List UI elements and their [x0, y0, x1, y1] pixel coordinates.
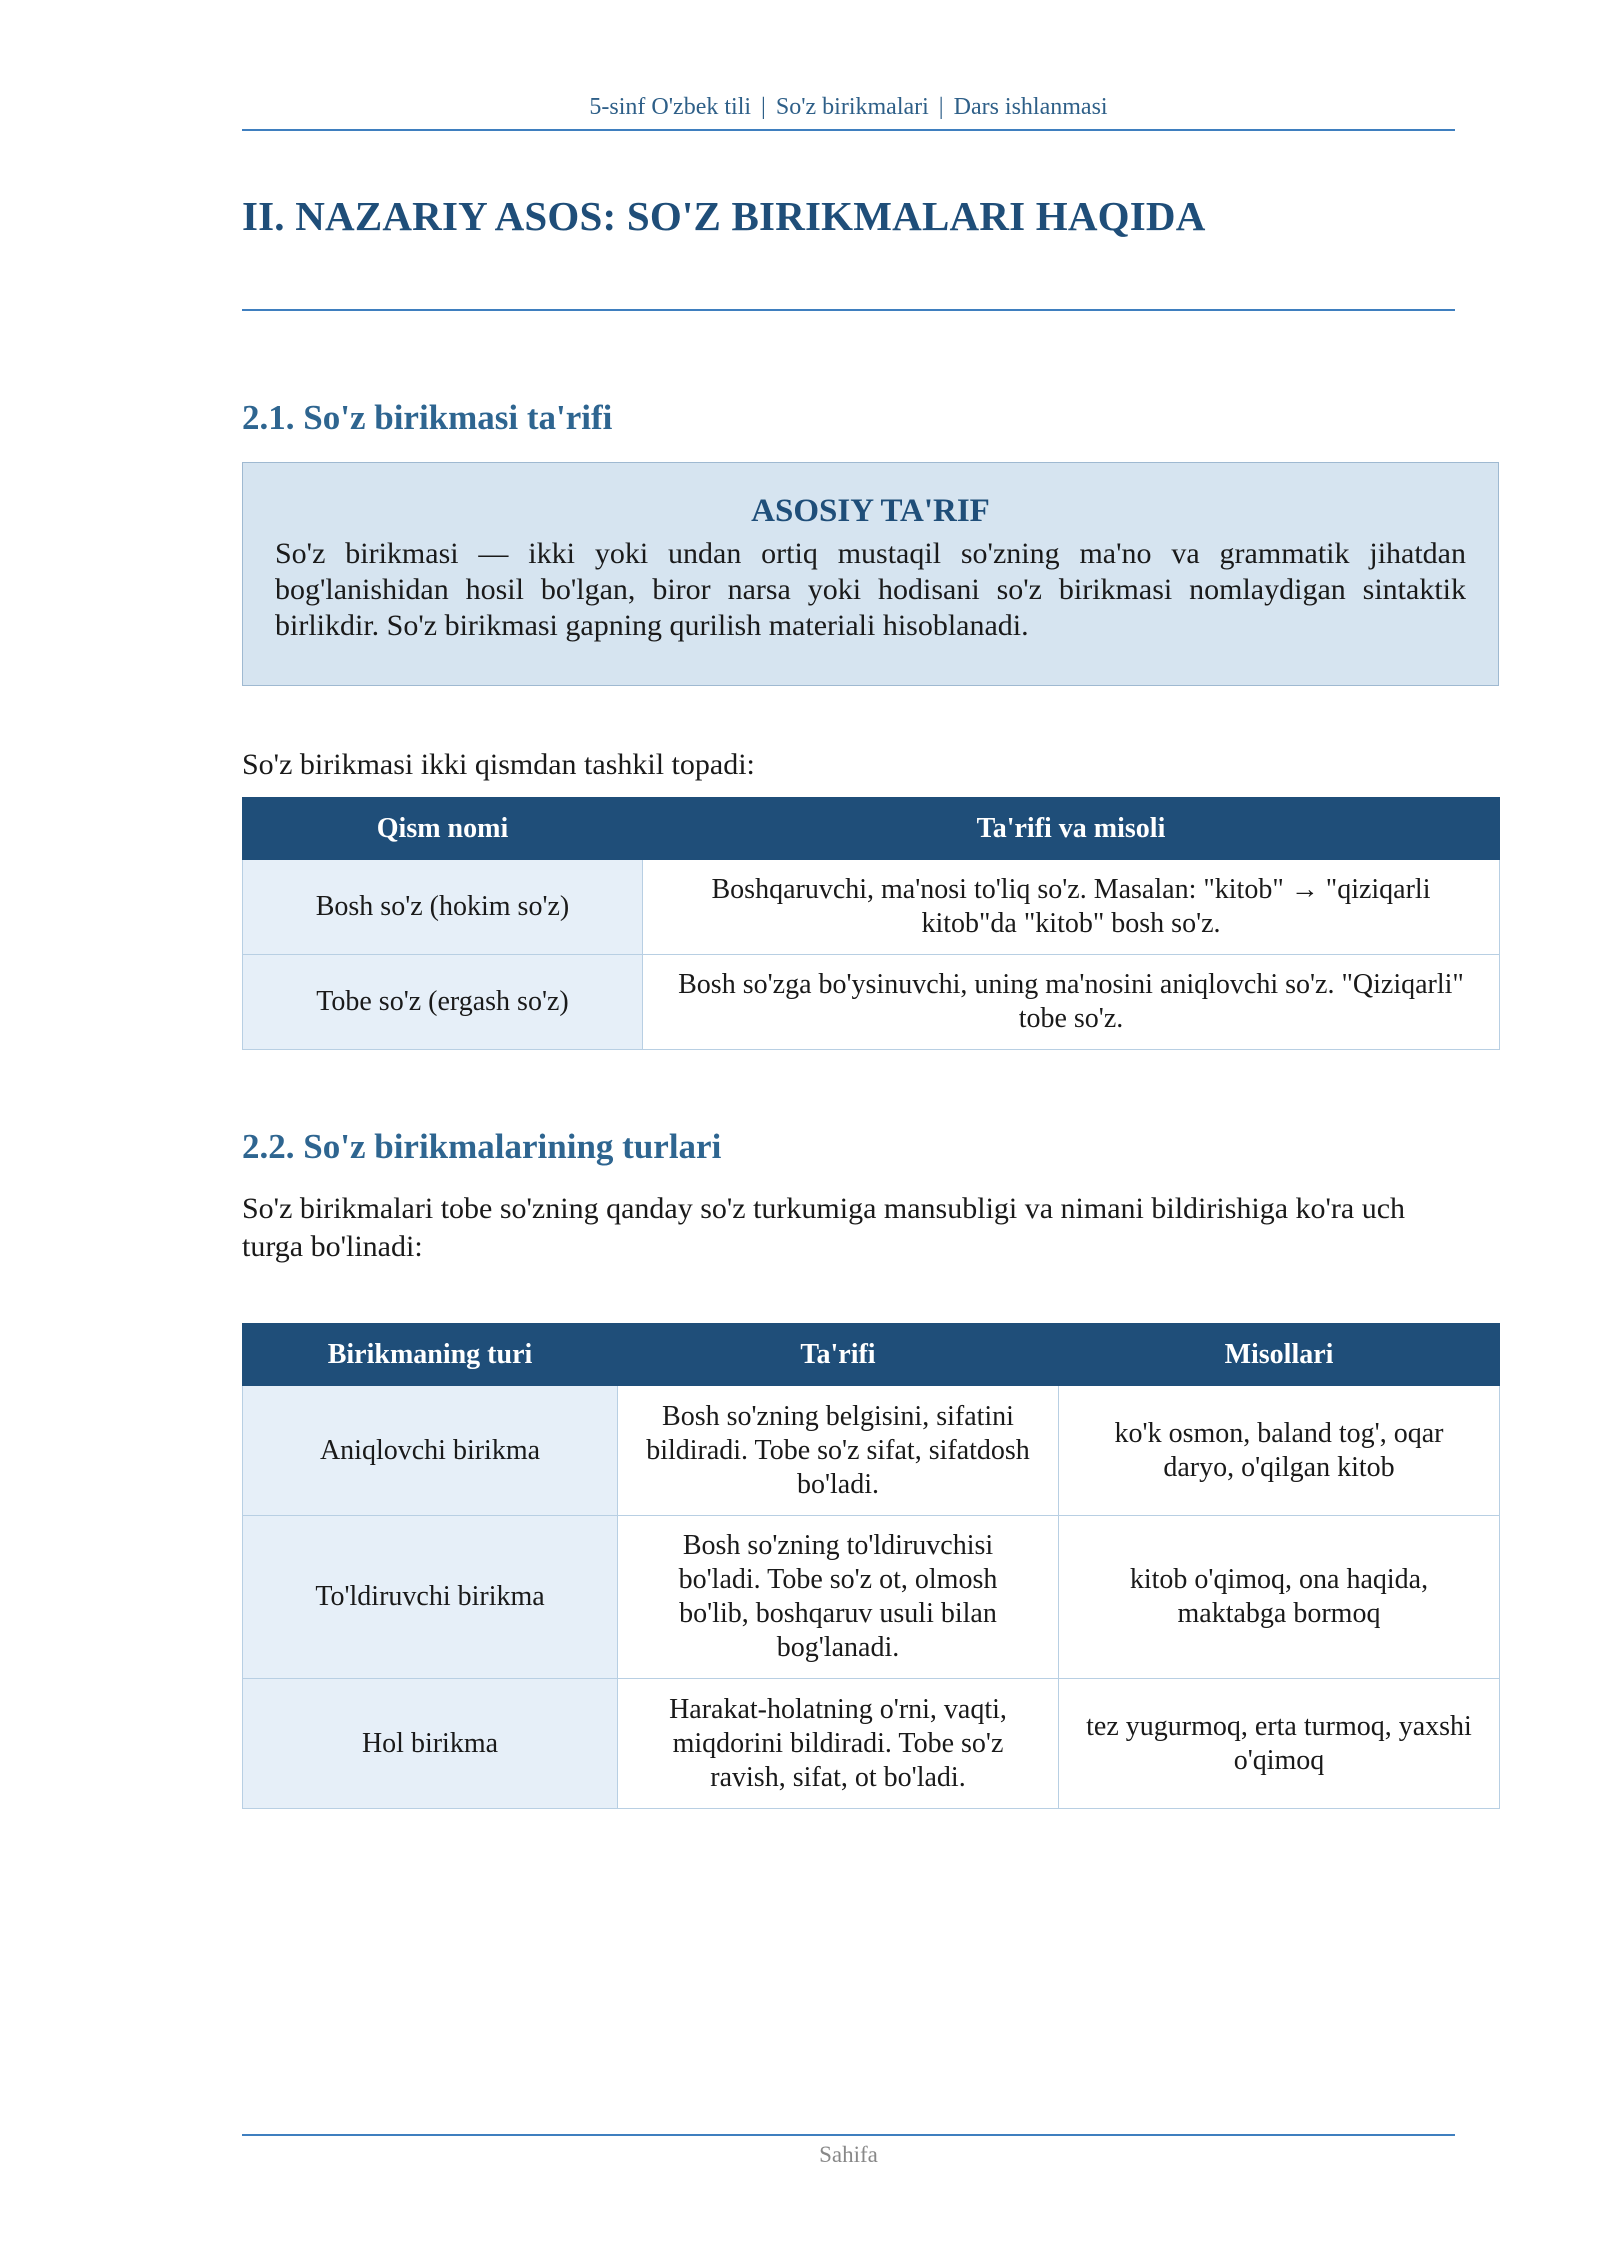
table-cell: Harakat-holatning o'rni, vaqti, miqdorini bildiradi. Tobe so'z ravish, sifat, ot bo'ladi.: [618, 1679, 1059, 1809]
definition-box-text: So'z birikmasi — ikki yoki undan ortiq mustaqil so'zning ma'no va grammatik jihatdan bog'lanishidan hosil bo'lgan, biror narsa yoki hodisani so'z birikmasi nomlaydigan sintaktik birlikdir. So'z birikmasi gapning qurilish materiali hisoblanadi.: [275, 537, 1466, 642]
definition-box-title: ASOSIY TA'RIF: [751, 493, 990, 529]
table-header-row: [243, 1324, 1500, 1386]
column-header: Birikmaning turi: [243, 1324, 618, 1386]
table-cell: Bosh so'zga bo'ysinuvchi, uning ma'nosini aniqlovchi so'z. "Qiziqarli" tobe so'z.: [643, 955, 1500, 1050]
column-header: Qism nomi: [243, 798, 643, 860]
table-cell: Bosh so'zning to'ldiruvchisi bo'ladi. Tobe so'z ot, olmosh bo'lib, boshqaruv usuli bilan bog'lanadi.: [618, 1516, 1059, 1679]
types-table: [242, 1323, 1500, 1809]
table-cell: kitob o'qimoq, ona haqida, maktabga bormoq: [1059, 1516, 1500, 1679]
table-cell: Bosh so'zning belgisini, sifatini bildiradi. Tobe so'z sifat, sifatdosh bo'ladi.: [618, 1386, 1059, 1516]
parts-table: [242, 797, 1500, 1050]
table-row: [243, 1679, 1500, 1809]
header-separator: |: [761, 94, 766, 120]
footer-divider: [242, 2134, 1455, 2136]
definition-box: [242, 462, 1499, 686]
table-row: [243, 860, 1500, 955]
table-cell: Bosh so'z (hokim so'z): [243, 860, 643, 955]
title-divider: [242, 309, 1455, 311]
running-header: [242, 94, 1455, 121]
table-row: [243, 1516, 1500, 1679]
table-cell: Hol birikma: [243, 1679, 618, 1809]
header-separator: |: [938, 94, 944, 120]
page-title: II. NAZARIY ASOS: SO'Z BIRIKMALARI HAQIDA: [242, 193, 1206, 239]
table-cell: Tobe so'z (ergash so'z): [243, 955, 643, 1050]
header-topic: So'z birikmalari: [775, 94, 929, 120]
table-cell: Aniqlovchi birikma: [243, 1386, 618, 1516]
page-footer: Sahifa: [819, 2142, 878, 2167]
table-cell: Boshqaruvchi, ma'nosi to'liq so'z. Masalan: "kitob" → "qiziqarli kitob"da "kitob" bosh so'z.: [643, 860, 1500, 955]
table-cell: ko'k osmon, baland tog', oqar daryo, o'qilgan kitob: [1059, 1386, 1500, 1516]
column-header: Ta'rifi: [618, 1324, 1059, 1386]
header-divider: [242, 129, 1455, 131]
header-subject: 5-sinf O'zbek tili: [589, 94, 752, 120]
parts-intro-paragraph: So'z birikmasi ikki qismdan tashkil topadi:: [242, 748, 755, 781]
table-header-row: [243, 798, 1500, 860]
section-heading-types: 2.2. So'z birikmalarining turlari: [242, 1127, 722, 1166]
table-cell: tez yugurmoq, erta turmoq, yaxshi o'qimoq: [1059, 1679, 1500, 1809]
header-doc-type: Dars ishlanmasi: [953, 94, 1108, 120]
section-heading-definition: 2.1. So'z birikmasi ta'rifi: [242, 398, 613, 437]
types-intro-paragraph: So'z birikmalari tobe so'zning qanday so'z turkumiga mansubligi va nimani bildirishiga ko'ra uch turga bo'linadi:: [242, 1192, 1406, 1263]
column-header: Ta'rifi va misoli: [643, 798, 1500, 860]
table-row: [243, 1386, 1500, 1516]
column-header: Misollari: [1059, 1324, 1500, 1386]
table-row: [243, 955, 1500, 1050]
table-cell: To'ldiruvchi birikma: [243, 1516, 618, 1679]
